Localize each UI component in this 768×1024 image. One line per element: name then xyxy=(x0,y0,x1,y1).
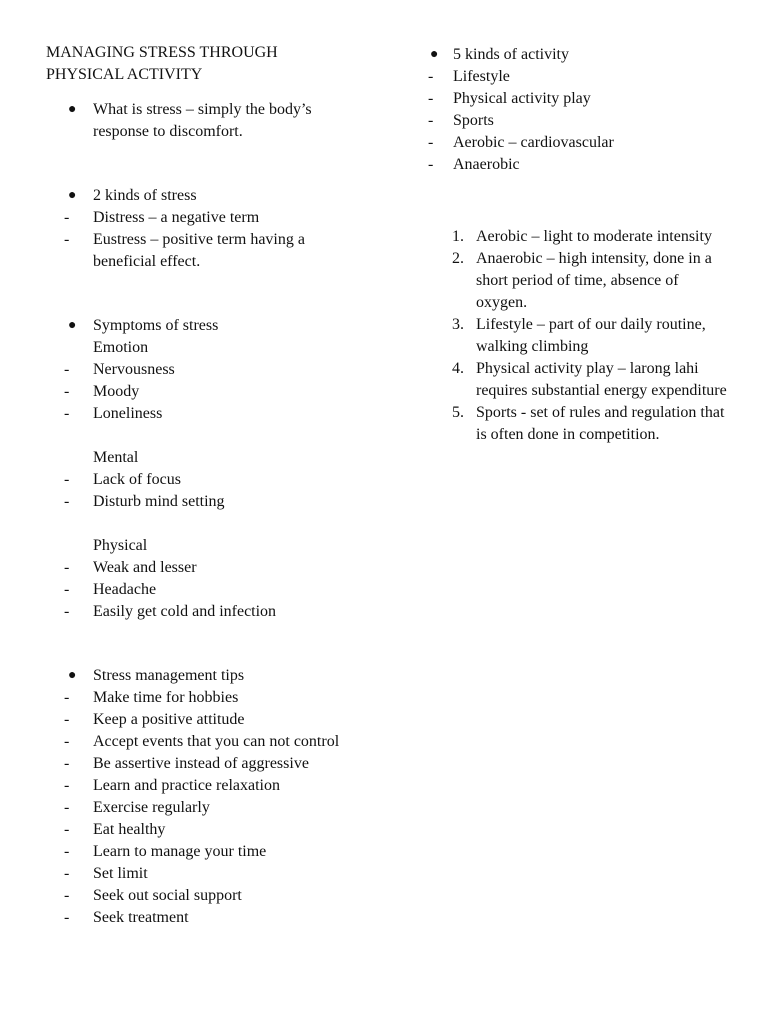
list-item xyxy=(46,579,366,601)
bullet-kinds-of-activity xyxy=(428,44,728,66)
definition-text: Anaerobic – high intensity, done in a short period of time, absence of oxygen. xyxy=(476,250,712,311)
list-item xyxy=(46,601,366,623)
title-line-1: MANAGING STRESS THROUGH xyxy=(46,44,278,61)
list-item xyxy=(428,132,728,154)
tip-item: Exercise regularly xyxy=(93,799,210,816)
definition-text: Aerobic – light to moderate intensity xyxy=(476,228,712,245)
list-item xyxy=(428,154,728,176)
dash-marker: - xyxy=(428,134,434,151)
dash-marker: - xyxy=(64,887,70,904)
list-item xyxy=(46,775,366,797)
numbered-item xyxy=(428,226,728,248)
right-column xyxy=(428,44,728,446)
physical-item: Weak and lesser xyxy=(93,559,197,576)
numbered-item xyxy=(428,402,728,446)
numbered-item xyxy=(428,248,728,314)
numbered-item xyxy=(428,358,728,402)
list-item xyxy=(46,359,366,381)
mental-item: Disturb mind setting xyxy=(93,493,225,510)
list-item xyxy=(46,841,366,863)
mental-item: Lack of focus xyxy=(93,471,181,488)
bullet-tips xyxy=(46,665,366,687)
page-title xyxy=(46,42,366,86)
tip-item: Seek out social support xyxy=(93,887,242,904)
bullet-symptoms xyxy=(46,315,366,337)
list-item xyxy=(46,469,366,491)
list-item xyxy=(46,207,366,229)
tip-item: Be assertive instead of aggressive xyxy=(93,755,309,772)
dash-marker: - xyxy=(428,112,434,129)
bullet-marker: ● xyxy=(68,668,77,683)
list-item xyxy=(46,797,366,819)
tip-item: Learn and practice relaxation xyxy=(93,777,280,794)
emotion-item: Moody xyxy=(93,383,140,400)
bullet-marker: ● xyxy=(430,47,439,62)
dash-marker: - xyxy=(64,909,70,926)
mental-label: Mental xyxy=(93,449,139,466)
dash-marker: - xyxy=(64,383,70,400)
dash-marker: - xyxy=(428,90,434,107)
list-item xyxy=(46,885,366,907)
kind-eustress: Eustress – positive term having a beneficial effect. xyxy=(93,231,305,270)
item-number: 2. xyxy=(452,250,464,267)
dash-marker: - xyxy=(64,865,70,882)
emotion-label: Emotion xyxy=(93,339,149,356)
list-item xyxy=(46,491,366,513)
dash-marker: - xyxy=(64,603,70,620)
dash-marker: - xyxy=(64,471,70,488)
dash-marker: - xyxy=(64,405,70,422)
left-column xyxy=(46,42,366,929)
activity-item: Anaerobic xyxy=(453,156,520,173)
dash-marker: - xyxy=(64,231,70,248)
tip-item: Learn to manage your time xyxy=(93,843,267,860)
definition-text: Physical activity play – larong lahi requires substantial energy expenditure xyxy=(476,360,727,399)
definition-text: Sports - set of rules and regulation that is often done in competition. xyxy=(476,404,725,443)
activity-heading: 5 kinds of activity xyxy=(453,46,569,63)
item-number: 1. xyxy=(452,228,464,245)
item-number: 4. xyxy=(452,360,464,377)
tip-item: Seek treatment xyxy=(93,909,189,926)
dash-marker: - xyxy=(64,821,70,838)
dash-marker: - xyxy=(64,581,70,598)
dash-marker: - xyxy=(64,559,70,576)
list-item xyxy=(46,229,366,273)
list-item xyxy=(428,88,728,110)
symptoms-heading: Symptoms of stress xyxy=(93,317,219,334)
definition-text: Lifestyle – part of our daily routine, walking climbing xyxy=(476,316,706,355)
bullet-what-is-stress xyxy=(46,99,366,143)
kind-distress: Distress – a negative term xyxy=(93,209,260,226)
activity-item: Aerobic – cardiovascular xyxy=(453,134,614,151)
dash-marker: - xyxy=(428,68,434,85)
list-item xyxy=(46,863,366,885)
tip-item: Eat healthy xyxy=(93,821,166,838)
list-item xyxy=(428,110,728,132)
bullet-marker: ● xyxy=(68,318,77,333)
dash-marker: - xyxy=(64,843,70,860)
bullet-kinds-of-stress xyxy=(46,185,366,207)
title-line-2: PHYSICAL ACTIVITY xyxy=(46,66,203,83)
dash-marker: - xyxy=(428,156,434,173)
emotion-item: Loneliness xyxy=(93,405,163,422)
list-item xyxy=(46,687,366,709)
physical-item: Easily get cold and infection xyxy=(93,603,277,620)
physical-label: Physical xyxy=(93,537,148,554)
tip-item: Keep a positive attitude xyxy=(93,711,245,728)
item-number: 5. xyxy=(452,404,464,421)
numbered-item xyxy=(428,314,728,358)
dash-marker: - xyxy=(64,799,70,816)
dash-marker: - xyxy=(64,777,70,794)
bullet-marker: ● xyxy=(68,102,77,117)
list-item xyxy=(46,907,366,929)
list-item xyxy=(428,66,728,88)
definitions-list xyxy=(428,226,728,446)
tips-heading: Stress management tips xyxy=(93,667,245,684)
activity-item: Lifestyle xyxy=(453,68,510,85)
dash-marker: - xyxy=(64,711,70,728)
dash-marker: - xyxy=(64,361,70,378)
tip-item: Make time for hobbies xyxy=(93,689,239,706)
list-item xyxy=(46,381,366,403)
dash-marker: - xyxy=(64,209,70,226)
activity-item: Physical activity play xyxy=(453,90,591,107)
item-number: 3. xyxy=(452,316,464,333)
list-item xyxy=(46,709,366,731)
physical-item: Headache xyxy=(93,581,157,598)
dash-marker: - xyxy=(64,493,70,510)
list-item xyxy=(46,403,366,425)
dash-marker: - xyxy=(64,733,70,750)
list-item xyxy=(46,731,366,753)
activity-item: Sports xyxy=(453,112,494,129)
bullet-marker: ● xyxy=(68,188,77,203)
list-item xyxy=(46,753,366,775)
tip-item: Set limit xyxy=(93,865,148,882)
list-item xyxy=(46,819,366,841)
dash-marker: - xyxy=(64,755,70,772)
list-item xyxy=(46,557,366,579)
tip-item: Accept events that you can not control xyxy=(93,733,340,750)
what-is-stress-text: What is stress – simply the body’s response to discomfort. xyxy=(93,101,312,140)
dash-marker: - xyxy=(64,689,70,706)
kinds-heading: 2 kinds of stress xyxy=(93,187,197,204)
emotion-item: Nervousness xyxy=(93,361,175,378)
